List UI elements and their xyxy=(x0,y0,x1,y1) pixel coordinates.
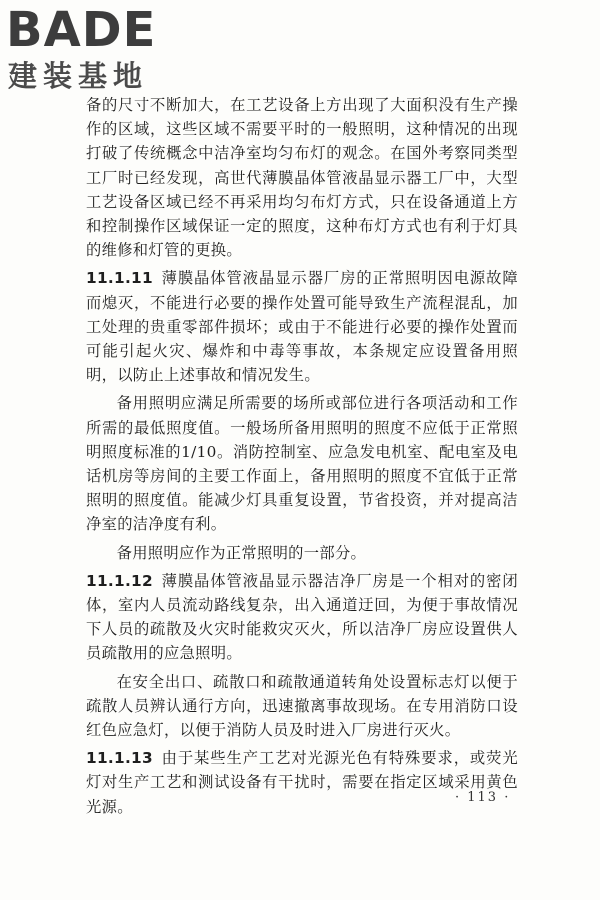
clause-number: 11.1.11 xyxy=(86,269,153,288)
bade-logo xyxy=(6,4,186,96)
paragraph-backup-lighting-note: 备用照明应作为正常照明的一部分。 xyxy=(116,543,367,562)
paragraph-backup-lighting: 备用照明应满足所需要的场所或部位进行各项活动和工作所需的最低照度值。一般场所备用照明的照度不应低于正常照明照度标准的1/10。消防控制室、应急发电机室、配电室及电话机房等房间的主要工作面上，备用照明的照度不宜低于正常照明的照度值。能减少灯具重复设置，节省投资，并对提高洁净室的洁净度有利。 xyxy=(86,394,518,534)
clause-11-1-12 xyxy=(86,569,518,666)
paragraph-exit-signs: 在安全出口、疏散口和疏散通道转角处设置标志灯以便于疏散人员辨认通行方向，迅速撤离事故现场。在专用消防口设红色应急灯，以便于消防人员及时进入厂房进行灭火。 xyxy=(86,672,518,740)
clause-11-1-11 xyxy=(86,266,518,387)
paragraph-continuation: 备的尺寸不断加大，在工艺设备上方出现了大面积没有生产操作的区域，这些区域不需要平时的一般照明，这种情况的出现打破了传统概念中洁净室均匀布灯的观念。在国外考察同类型工厂时已经发现，高世代薄膜晶体管液晶显示器工厂中，大型工艺设备区域已经不再采用均匀布灯方式，只在设备通道上方和控制操作区域保证一定的照度，这种布灯方式也有利于灯具的维修和灯管的更换。 xyxy=(86,96,518,260)
clause-text: 薄膜晶体管液晶显示器洁净厂房是一个相对的密闭体，室内人员流动路线复杂，出入通道迂回，为便于事故情况下人员的疏散及火灾时能救灾灭火，所以洁净厂房应设置供人员疏散用的应急照明。 xyxy=(86,571,518,663)
document-body xyxy=(86,93,518,823)
clause-number: 11.1.12 xyxy=(86,571,153,590)
logo-subtitle: 建装基地 xyxy=(8,59,149,93)
clause-text: 薄膜晶体管液晶显示器厂房的正常照明因电源故障而熄灭，不能进行必要的操作处置可能导致生产流程混乱，加工处理的贵重零部件损坏；或由于不能进行必要的操作处置而可能引起火灾、爆炸和中毒等事故，本条规定应设置备用照明，以防止上述事故和情况发生。 xyxy=(86,269,518,385)
clause-text: 由于某些生产工艺对光源光色有特殊要求，或荧光灯对生产工艺和测试设备有干扰时，需要在指定区域采用黄色光源。 xyxy=(86,749,518,816)
clause-number: 11.1.13 xyxy=(86,749,153,768)
page-number: · 113 · xyxy=(455,790,511,805)
logo-wordmark: BADE xyxy=(6,2,157,58)
clause-11-1-13 xyxy=(86,746,518,819)
